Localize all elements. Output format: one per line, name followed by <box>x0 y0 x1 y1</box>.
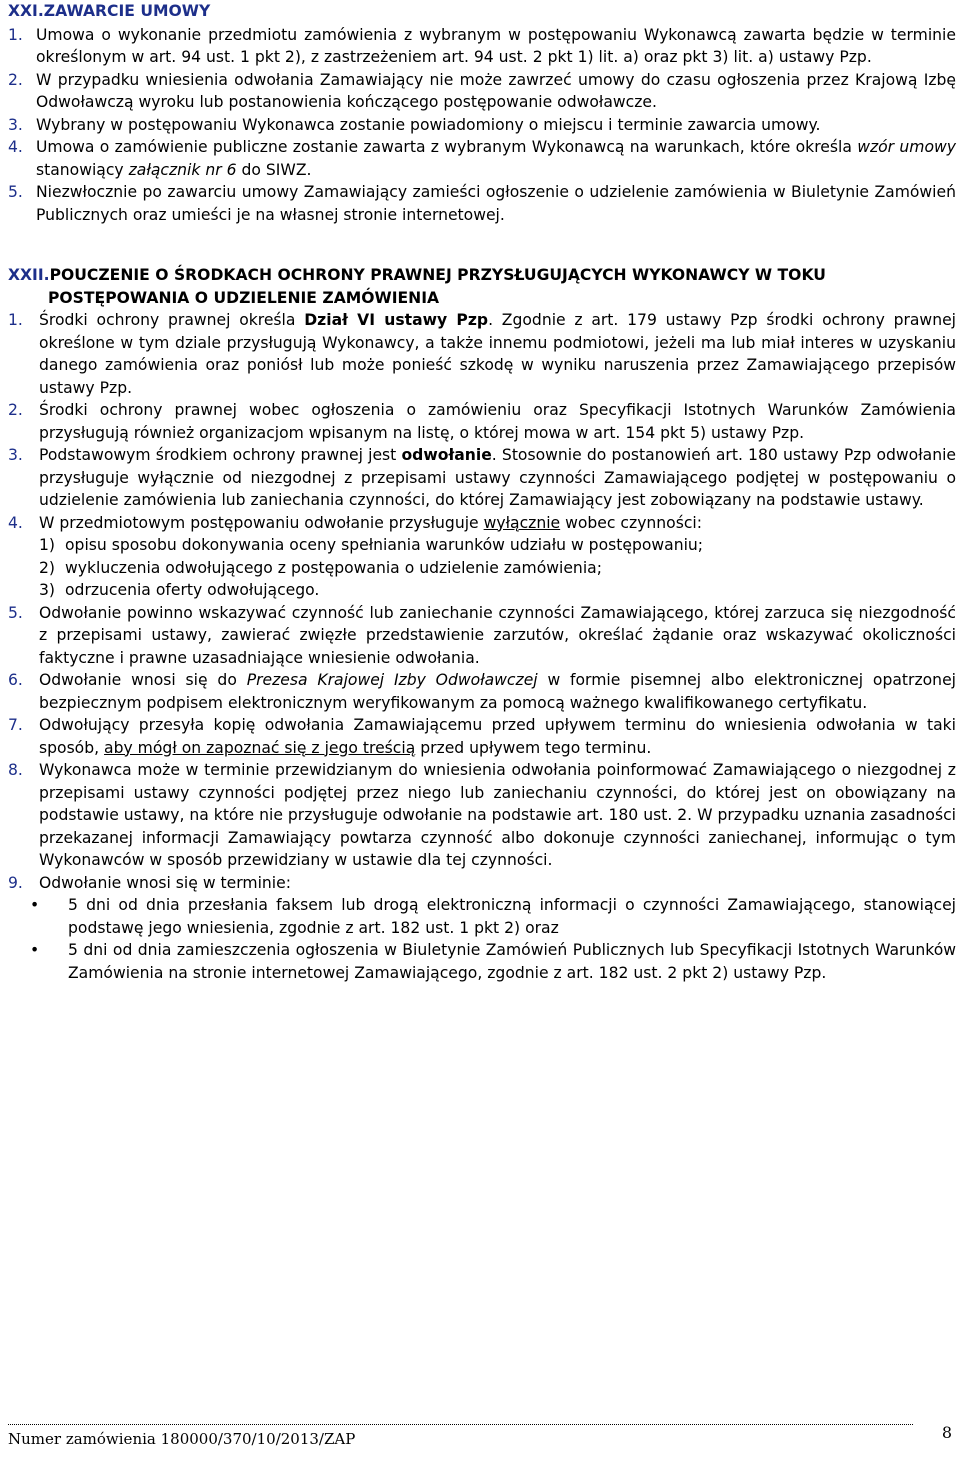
list-item: 5. Odwołanie powinno wskazywać czynność lub zaniechanie czynności Zamawiającego, której zarzuca się niezgodność z przepisami ustawy, zawierać zwięzłe przedstawienie zarzutów, określać żądanie oraz wskazywać okoliczności faktyczne i prawne uzasadniające wniesienie odwołania. <box>8 603 956 667</box>
list-item: 2. W przypadku wniesienia odwołania Zamawiający nie może zawrzeć umowy do czasu ogłoszenia przez Krajową Izbę Odwoławczą wyroku lub postanowienia kończącego postępowanie odwoławcze. <box>8 70 956 111</box>
page-footer <box>0 1402 960 1460</box>
list-item: 8. Wykonawca może w terminie przewidzianym do wniesienia odwołania poinformować Zamawiającego o niezgodnej z przepisami ustawy czynności podjętej przez niego lub zaniechaniu czynności, do której jest on obowiązany na podstawie ustawy, na które nie przysługuje odwołanie na podstawie art. 180 ust. 2. W przypadku uznania zasadności przekazanej informacji Zamawiający powtarza czynność albo dokonuje czynności zaniechanej, informując o tym Wykonawców w sposób przewidziany w ustawie dla tej czynności. <box>8 761 956 869</box>
section-legal-remedies <box>8 309 956 984</box>
section-heading: XXII.POUCZENIE O ŚRODKACH OCHRONY PRAWNEJ PRZYSŁUGUJĄCYCH WYKONAWCY W TOKU POSTĘPOWANIA O UDZIELENIE ZAMÓWIENIA <box>8 266 826 307</box>
list-item: 3. Podstawowym środkiem ochrony prawnej jest odwołanie. Stosownie do postanowień art. 180 ustawy Pzp odwołanie przysługuje wyłącznie od niezgodnej z przepisami ustawy czynności Zamawiającego podjętej w postępowaniu o udzielenie zamówienia lub zaniechania czynności, do której Zamawiający jest zobowiązany na podstawie ustawy. <box>8 446 956 509</box>
section-heading: XXI.ZAWARCIE UMOWY <box>8 2 211 20</box>
list-item: 3. Wybrany w postępowaniu Wykonawca zostanie powiadomiony o miejscu i terminie zawarcia umowy. <box>8 115 821 134</box>
sub-item: 3) odrzucenia oferty odwołującego. <box>39 581 320 599</box>
list-item: 7. Odwołujący przesyła kopię odwołania Zamawiającemu przed upływem terminu do wniesienia odwołania w taki sposób, aby mógł on zapoznać się z jego treścią przed upływem tego terminu. <box>8 716 956 757</box>
bullet-item: • 5 dni od dnia przesłania faksem lub drogą elektroniczną informacji o czynności Zamawiającego, stanowiącej podstawę jego wniesienia, zgodnie z art. 182 ust. 1 pkt 2) oraz <box>30 896 956 937</box>
list-item: 4. Umowa o zamówienie publiczne zostanie zawarta z wybranym Wykonawcą na warunkach, które określa wzór umowy stanowiący załącznik nr 6 do SIWZ. <box>8 138 956 179</box>
sub-item: 1) opisu sposobu dokonywania oceny spełniania warunków udziału w postępowaniu; <box>39 536 704 554</box>
list-item: 2. Środki ochrony prawnej wobec ogłoszenia o zamówieniu oraz Specyfikacji Istotnych Warunków Zamówienia przysługują również organizacjom wpisanym na listę, o której mowa w art. 154 pkt 5) ustawy Pzp. <box>8 401 956 442</box>
footer-divider <box>8 1412 913 1425</box>
list-item: 5. Niezwłocznie po zawarciu umowy Zamawiający zamieści ogłoszenie o udzielenie zamówienia w Biuletynie Zamówień Publicznych oraz umieści je na własnej stronie internetowej. <box>8 183 956 224</box>
list-item: 1. Umowa o wykonanie przedmiotu zamówienia z wybranym w postępowaniu Wykonawcą zawarta będzie w terminie określonym w art. 94 ust. 1 pkt 2), z zastrzeżeniem art. 94 ust. 2 pkt 1) lit. a) oraz pkt 3) lit. a) ustawy Pzp. <box>8 25 956 66</box>
sub-item: 2) wykluczenia odwołującego z postępowania o udzielenie zamówienia; <box>39 558 602 577</box>
bullet-icon: • <box>30 896 40 914</box>
list-item: 9. Odwołanie wnosi się w terminie: <box>8 873 291 892</box>
page-number: 8 <box>941 1423 952 1442</box>
list-item: 1. Środki ochrony prawnej określa Dział VI ustawy Pzp. Zgodnie z art. 179 ustawy Pzp środki ochrony prawnej określone w tym dziale przysługują Wykonawcy, a także innemu podmiotowi, jeżeli ma lub miał interes w uzyskaniu danego zamówienia oraz poniósł lub może ponieść szkodę w wyniku naruszenia przez Zamawiającego przepisów ustawy Pzp. <box>8 311 956 397</box>
section-contract <box>8 24 956 227</box>
list-item: 6. Odwołanie wnosi się do Prezesa Krajowej Izby Odwoławczej w formie pisemnej albo elektronicznej opatrzonej bezpiecznym podpisem elektronicznym weryfikowanym za pomocą ważnego kwalifikowanego certyfikatu. <box>8 671 956 712</box>
order-number: Numer zamówienia 180000/370/10/2013/ZAP <box>8 1430 356 1448</box>
list-item: 4. W przedmiotowym postępowaniu odwołanie przysługuje wyłącznie wobec czynności: <box>8 513 703 532</box>
bullet-icon: • <box>30 941 40 959</box>
bullet-item: • 5 dni od dnia zamieszczenia ogłoszenia w Biuletynie Zamówień Publicznych lub Specyfikacji Istotnych Warunków Zamówienia na stronie internetowej Zamawiającego, zgodnie z art. 182 ust. 2 pkt 2) ustawy Pzp. <box>30 941 956 982</box>
